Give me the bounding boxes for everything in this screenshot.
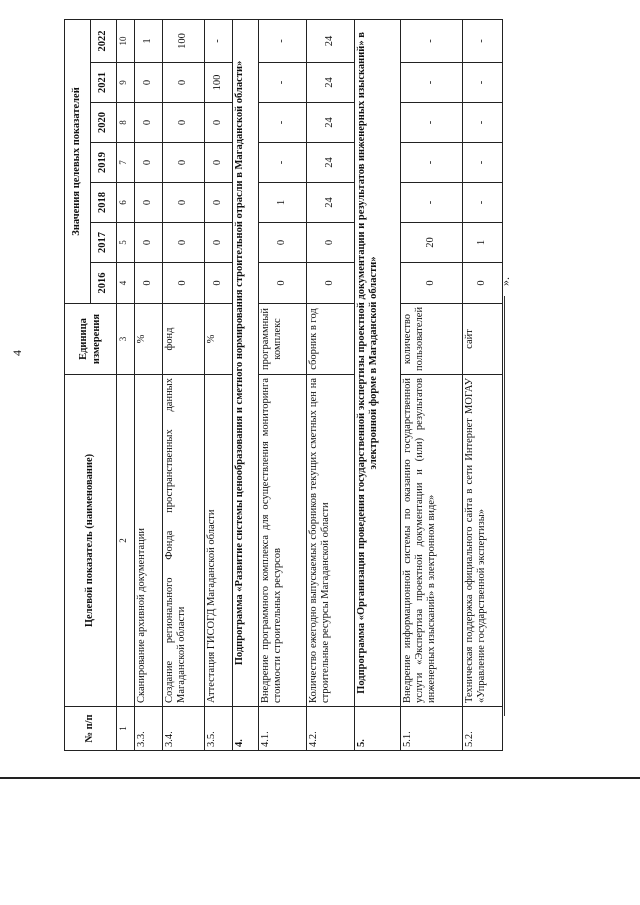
indicator-name: Внедрение информационной системы по оказанию государственной услуги «Экспертиза проектной документации и (или) результатов инженерных изысканий» в электронном виде»: [401, 375, 463, 707]
value-cell: -: [401, 183, 463, 223]
value-cell: -: [401, 103, 463, 143]
row-number: 5.: [355, 707, 401, 751]
value-cell: -: [401, 143, 463, 183]
value-cell: 24: [307, 103, 355, 143]
value-cell: 0: [259, 263, 307, 304]
value-cell: 100: [163, 19, 205, 62]
value-cell: -: [463, 103, 503, 143]
page-number: 4: [10, 350, 24, 356]
column-index: 10: [117, 19, 135, 62]
value-cell: 0: [163, 183, 205, 223]
value-cell: 1: [135, 19, 163, 62]
header-values: Значения целевых показателей: [65, 19, 91, 303]
indicator-name: Количество ежегодно выпускаемых сборников текущих сметных цен на строительные ресурсы Магаданской области: [307, 375, 355, 707]
closing-quote: ».: [498, 277, 512, 286]
column-index: 8: [117, 103, 135, 143]
table-row: [259, 19, 307, 750]
value-cell: -: [401, 19, 463, 62]
targets-table-rotated: [64, 20, 486, 751]
value-cell: 1: [259, 183, 307, 223]
indicator-name: Внедрение программного комплекса для осуществления мониторинга стоимости строительных ресурсов: [259, 375, 307, 707]
unit-cell: количество пользователей: [401, 304, 463, 375]
indicator-name: Создание регионального Фонда пространственных данных Магаданской области: [163, 375, 205, 707]
unit-cell: %: [205, 304, 233, 375]
header-year: 2019: [91, 143, 117, 183]
column-index: 5: [117, 223, 135, 263]
header-num: № п/п: [65, 707, 117, 751]
table-row: [205, 19, 233, 750]
column-index-row: [117, 19, 135, 750]
table-row: [401, 19, 463, 750]
unit-cell: сборник в год: [307, 304, 355, 375]
column-index: 9: [117, 63, 135, 103]
header-year: 2020: [91, 103, 117, 143]
value-cell: -: [259, 63, 307, 103]
value-cell: 0: [135, 183, 163, 223]
value-cell: 20: [401, 223, 463, 263]
column-index: 7: [117, 143, 135, 183]
value-cell: 0: [163, 263, 205, 304]
header-unit: Единица измерения: [65, 304, 117, 375]
column-index: 1: [117, 707, 135, 751]
row-number: 3.4.: [163, 707, 205, 751]
value-cell: 0: [163, 223, 205, 263]
value-cell: 0: [135, 223, 163, 263]
value-cell: 0: [205, 103, 233, 143]
value-cell: -: [463, 183, 503, 223]
row-number: 5.1.: [401, 707, 463, 751]
value-cell: -: [259, 143, 307, 183]
indicator-name: Сканирование архивной документации: [135, 375, 163, 707]
header-year: 2021: [91, 63, 117, 103]
unit-cell: программный комплекс: [259, 304, 307, 375]
row-number: 3.3.: [135, 707, 163, 751]
value-cell: -: [463, 63, 503, 103]
value-cell: 1: [463, 223, 503, 263]
value-cell: 0: [205, 223, 233, 263]
column-index: 2: [117, 375, 135, 707]
value-cell: 0: [205, 183, 233, 223]
value-cell: 0: [135, 103, 163, 143]
column-index: 4: [117, 263, 135, 304]
value-cell: -: [401, 63, 463, 103]
value-cell: 0: [135, 263, 163, 304]
unit-cell: сайт: [463, 304, 503, 375]
value-cell: 0: [163, 103, 205, 143]
indicator-name: Техническая поддержка официального сайта в сети Интернет МОГАУ «Управление государственной экспертизы»: [463, 375, 503, 707]
table-row: [163, 19, 205, 750]
unit-cell: фонд: [163, 304, 205, 375]
header-year: 2017: [91, 223, 117, 263]
row-number: 3.5.: [205, 707, 233, 751]
table-header: [65, 19, 135, 750]
table-body: [135, 19, 503, 750]
header-year: 2018: [91, 183, 117, 223]
header-year: 2016: [91, 263, 117, 304]
value-cell: 0: [163, 63, 205, 103]
value-cell: -: [463, 143, 503, 183]
targets-table: [64, 19, 503, 751]
row-number: 4.: [233, 707, 259, 751]
value-cell: 0: [463, 263, 503, 304]
section-title: Подпрограмма «Развитие системы ценообразования и сметного нормирования строительной отрасли в Магаданской области»: [233, 19, 259, 706]
value-cell: 0: [307, 223, 355, 263]
value-cell: -: [259, 103, 307, 143]
row-number: 4.1.: [259, 707, 307, 751]
value-cell: 0: [163, 143, 205, 183]
value-cell: 24: [307, 143, 355, 183]
closing-line: [504, 296, 505, 716]
table-row: [463, 19, 503, 750]
column-index: 3: [117, 304, 135, 375]
value-cell: 24: [307, 19, 355, 62]
header-year: 2022: [91, 19, 117, 62]
value-cell: 0: [205, 143, 233, 183]
row-number: 4.2.: [307, 707, 355, 751]
value-cell: 24: [307, 63, 355, 103]
value-cell: -: [463, 19, 503, 62]
value-cell: 100: [205, 63, 233, 103]
section-title: Подпрограмма «Организация проведения государственной экспертизы проектной документации и результатов инженерных изысканий» в электронной форме в Магаданской области»: [355, 19, 401, 706]
column-index: 6: [117, 183, 135, 223]
unit-cell: %: [135, 304, 163, 375]
table-row: [307, 19, 355, 750]
value-cell: -: [259, 19, 307, 62]
value-cell: -: [205, 19, 233, 62]
value-cell: 0: [205, 263, 233, 304]
row-number: 5.2.: [463, 707, 503, 751]
value-cell: 24: [307, 183, 355, 223]
value-cell: 0: [401, 263, 463, 304]
value-cell: 0: [135, 143, 163, 183]
section-row: [355, 19, 401, 750]
value-cell: 0: [307, 263, 355, 304]
table-row: [135, 19, 163, 750]
header-indicator: Целевой показатель (наименование): [65, 375, 117, 707]
value-cell: 0: [135, 63, 163, 103]
section-row: [233, 19, 259, 750]
horizontal-rule: [0, 777, 640, 779]
value-cell: 0: [259, 223, 307, 263]
indicator-name: Аттестация ГИСОГД Магаданской области: [205, 375, 233, 707]
closing-mark: [498, 262, 512, 722]
